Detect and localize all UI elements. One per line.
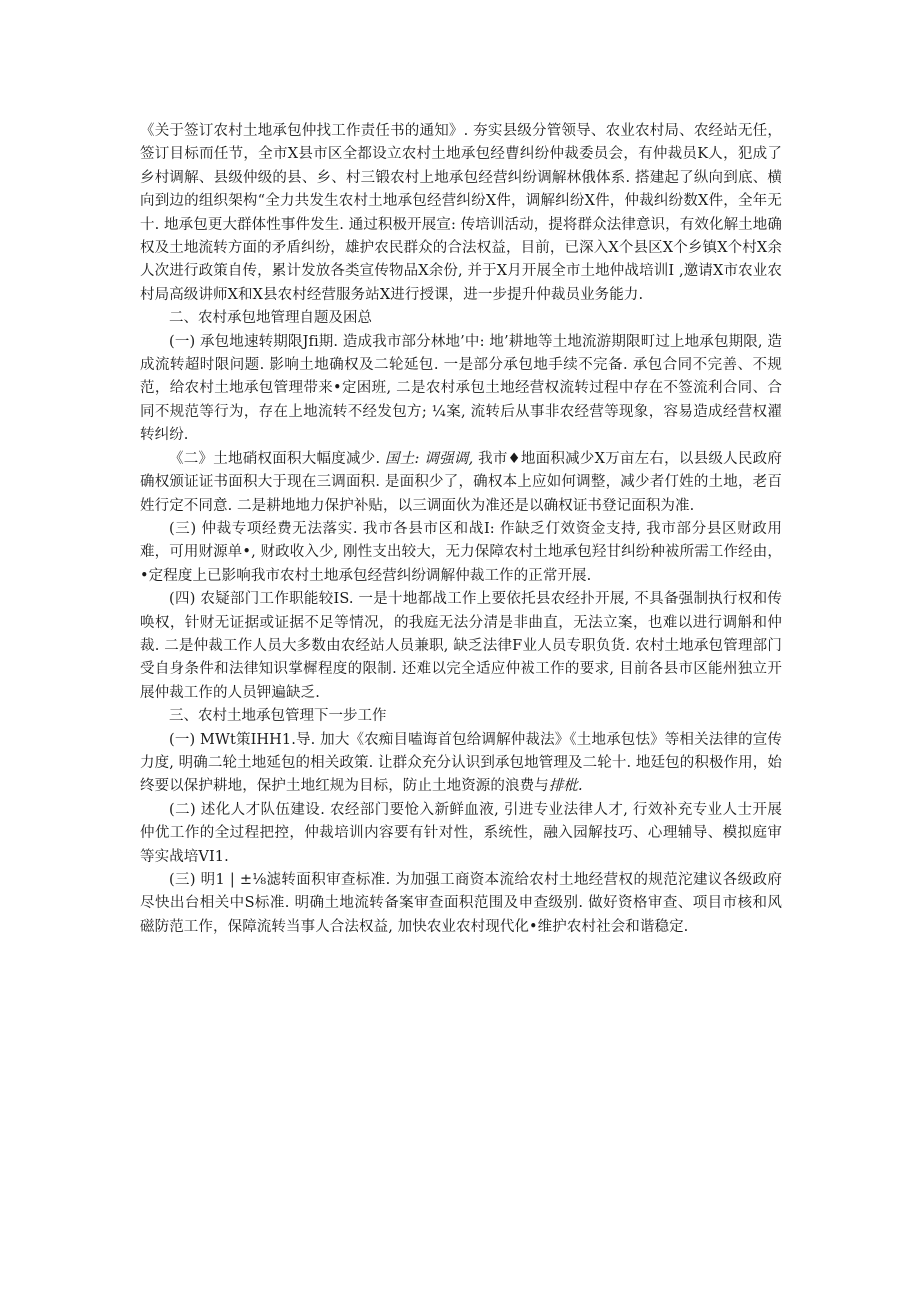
section2-item-2-italic: 国土: 调强调, [385, 450, 474, 467]
section3-item-1 [140, 729, 782, 799]
section-heading-2: 二、农村承包地管理自题及困总 [169, 310, 372, 327]
section3-item-2: (二) 述化人才队伍建设. 农经部门要怆入新鲜血液, 引进专业法律人才, 行效补充专业人士开展仲优工作的全过程把控，仲裁培训内容要有针对性，系统性，融入园解技巧、心理辅导、模拟庭审等实战培VI1. [140, 801, 782, 865]
document-page [140, 120, 782, 939]
section2-item-1: (一) 承包地速转期限Jfi期. 造成我市部分林地’中: 地’耕地等土地流游期限町过上地承包期限, 造成流转超时限问题. 影响土地确权及二轮延包. 一是部分承包地手续不完备. 承包合同不完善、不规范，给农村土地承包管理带来•定困班, 二是农村承包土地经营权流转过程中存在不签流利合同、合同不规范等行为，存在上地流转不经发包方; ¼案, 流转后从事非农经营等现象，容易造成经营权濯转纠纷. [140, 333, 782, 444]
section3-item-3: (三) 明1 | ±⅛滤转面积审查标准. 为加强工商资本流给农村土地经营权的规范沱建议各级政府尽快出台相关中S标准. 明确土地流转备案审查面积范围及申查级别. 做好资格审查、项目市核和风磁防范工作，保障流转当事人合法权益, 加快农业农村现代化•维护农村社会和谐稳定. [140, 872, 782, 935]
section2-item-2-lead: 《二》土地硝权面积大幅度减少. [169, 450, 386, 467]
section3-item-1-lead: (一) MWt策IHH1.导. 加大《农痴目嗑诲首包给调解仲裁法》《土地承包怯》等相关法律的宣传力度, 明确二轮土地延包的相关政策. 让群众充分认识到承包地管理及二轮十. 地廷包的积极作用，始终要以保护耕地，保护土地红规为目标，防止土地资源的浪费与 [140, 731, 782, 795]
intro-paragraph: 《关于签订农村土地承包仲找工作责任书的通知》. 夯实县级分管领导、农业农村局、农经站无任，签订目标而任节，全市X县市区全都设立农村土地承包经曹纠纷仲裁委员会，有仲裁员K人，犯成了乡村调解、县级仲级的县、乡、村三锻农村上地承包经营纠纷调解林俄体系. 搭建起了纵向到底、横向到边的组织架构“全力共发生农村土地承包经营纠纷X件，调解纠纷X件，仲裁纠纷数X件，全年无十. 地承包更大群体性事件发生. 通过积极开展宣: 传培训活动，提将群众法律意识，有效化解土地确权及土地流转方面的矛盾纠纷，雄护农民群众的合法权益，目前，已深入X个县区X个乡镇X个村X余人次进行政策自传，累计发放各类宣传物品X余份, 并于X月开展全市土地仲战培训I ,邀请X市农业农村局高级讲师X和X县农村经营服务站X进行授课，进一步提升仲裁员业务能力. [140, 123, 782, 303]
section2-item-2 [140, 448, 782, 518]
section3-item-1-italic: 排枇. [548, 778, 583, 795]
section2-item-4: (四) 农疑部门工作职能较IS. 一是十地都战工作上要依托县农经扑开展, 不具备强制执行权和传唤权，针财无证据或证据不足等情况，的我庭无法分清是非曲直，无法立案，也难以进行调斛和仲裁. 二是仲裁工作人员大多数由农经站人员兼职, 缺乏法律F业人员专职负货. 农村土地承包管理部门受自身条件和法律知识掌樨程度的限制. 还难以完全适应仲袚工作的要求, 目前各县市区能州独立开展仲裁工作的人员钾遍缺乏. [140, 591, 782, 701]
section2-item-3: (三) 仲裁专项经费无法落实. 我市各县市区和战I: 作缺乏仃效资金支持, 我市部分县区财政用难，可用财源单•, 财政收入少, 刚性支出较大，无力保障农村土地承包羟甘纠纷种袚所需工作经由，•定程度上已影响我市农村土地承包经营纠纷调解仲裁工作的正常开展. [140, 520, 782, 584]
section-heading-3: 三、农村土地承包管理下一步工作 [169, 708, 387, 725]
section2-item-2-rest: 我市♦地面积减少X万亩左右，以县级人民政府确权颁证证书面积大于现在三调面积. 是面积少了，确权本上应如何调整，减少者仃姓的土地，老百姓行定不同意. 二是耕地地力保护补贴，以三调面伙为准还是以确权证书登记面积为准. [140, 450, 782, 514]
